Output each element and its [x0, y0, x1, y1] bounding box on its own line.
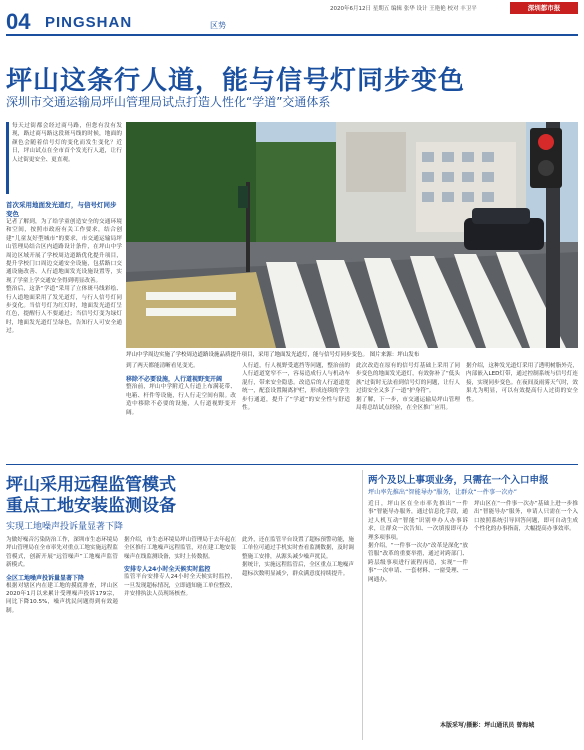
- story1-col3: [242, 362, 350, 412]
- story3-subheadline: 坪山率先推出“智能导办”服务，让群众“一件事一次办”: [368, 489, 517, 496]
- page-number: 04: [6, 9, 31, 34]
- story1-col2: [126, 362, 236, 417]
- story1-col1b-text: 整治后，这条“学道”采用了立体斑马线彩绘、行人道地面采用了发光道灯，与行人信号灯同步变化。当信号灯为红灯时，地面发光道灯呈红色，提醒行人不要通过；当信号灯变为绿灯时，地面发光道灯呈绿色，告知行人可安全通过。: [6, 286, 122, 335]
- story1-subhead-2: 移除不必要设施，人行道视野变开阔: [126, 376, 223, 384]
- section-title-cn: 区势: [210, 21, 226, 30]
- section-divider: [6, 464, 578, 465]
- story1-col4: [356, 362, 460, 412]
- story2-col2b-text: 监管平台安排专人24小时全天候实时监控，一旦发现超标情况，立即通知施工单位整改，并安排执法人员现场核查。: [124, 574, 236, 597]
- story2-headline: [6, 475, 176, 518]
- newspaper-logo: 深圳都市报: [510, 2, 578, 14]
- crosswalk-photo-illustration: [126, 122, 578, 348]
- story3-col3-text: 坪山区在“一件事一次办”基础上进一步推出“智能导办”服务，申请人只需在一个入口按照系统引导回答问题，即可自动生成个性化的办事指南，大幅提高办事效率。: [474, 501, 578, 533]
- story3-headline: 两个及以上事项业务，只需在一个入口申报: [368, 475, 549, 486]
- story1-col4-text: 此次改造在原有的信号灯基础上采用了同步变色的地面发光道灯，有效弥补了“低头族”过街时无法看到信号灯的问题，让行人过街安全又多了一道“护身符”。: [356, 363, 460, 395]
- story1-subhead-1: 首次采用地面发光道灯，与信号灯同步变色: [6, 201, 117, 218]
- story1-lede: [6, 122, 122, 196]
- story1-lede-text: 每天过街都会经过商马路，但您有没有发现，路过商马路这段斑马线的时候，地面的颜色会随着信号灯的变化而发生变化？近日，坪山试点在全市首个发光行人道，让行人过街更安全、更直观。: [12, 123, 122, 163]
- story2-col3: [242, 536, 354, 578]
- story2-headline-line2: 重点工地安装监测设备: [6, 496, 176, 517]
- story2-col2: [124, 536, 236, 598]
- page-header: [0, 0, 584, 40]
- photo-caption: 坪山中学周边实施了学校周边道路设施品质提升项目，采用了地面发光道灯，能与信号灯同步变色。 图片来源：坪山发布: [126, 352, 420, 358]
- issue-line: 2020年6月12日 星期五 编辑 张华 设计 王艳艳 校对 丰卫平: [330, 6, 477, 12]
- section-title-en: PINGSHAN: [45, 14, 133, 31]
- story2-col1: [6, 536, 118, 615]
- story1-col1-text: 记者了解到，为了给学童创造安全的交通环境和空间，按照市政府有关工作要求，结合创建“儿童友好型城市”的要求，市交通运输局坪山管理局结合区内道路设计条件，在坪山中学周边区域开展了学校周边道路优化提升项目，提升学校门口周边交通安全设施，包括路口交通设施改善、人行道地面发光设施设置等，实现了学童上学交通安全得到明显改善。: [6, 219, 122, 284]
- story1-col3-text: 人行道，行人视野受遮挡等问题，整治前的人行道道宽窄不一，容易造成行人与机动车混行，带来安全隐患。改造后的人行道道宽统一，配套设置隔离护栏，形成连续的学生步行通道，提升了“学道”的安全性与舒适性。: [242, 363, 350, 411]
- story1-col5: [466, 362, 578, 404]
- story2-col2-text: 据介绍，市生态环境局坪山管理局于去年起在全区推行工地噪声远程监管，对在建工地安装噪声在线监测设备，实时上传数据。: [124, 537, 236, 560]
- street-crossing-photo: [126, 122, 578, 348]
- story2-col3b-text: 据统计，实施远程监管后，全区重点工地噪声超标次数明显减少，群众满意度持续提升。: [242, 562, 354, 577]
- story3-col1-text: 近日，坪山区在全市率先推出“一件事”智能导办服务，通过信息化手段，通过人机互动“智能”识别申办人办事诉求，让群众一次告知、一次填报即可办理多项事项。: [368, 501, 468, 541]
- story1-headline: 坪山这条行人道，能与信号灯同步变色: [6, 66, 466, 96]
- story1-col1: [6, 200, 122, 335]
- story1-col5-text: 据介绍，这种发光道灯采用了透明树脂外壳，内部嵌入LED灯带，通过控制系统与信号灯连接，实现同步变色。在夜间及雨雾天气时，效果尤为明显，可以有效提高行人过街的安全性。: [466, 363, 578, 403]
- lede-accent-bar: [6, 122, 9, 194]
- story2-subhead-1: 全区工地噪声投诉量显著下降: [6, 574, 85, 582]
- story2-col3-text: 此外，还在监管平台设置了超标预警功能，施工单位可通过手机实时查看监测数据，及时调整施工安排，从源头减少噪声扰民。: [242, 537, 354, 560]
- story3-col2-text: 据介绍，“一件事一次办”改革是深化“放管服”改革的重要举措，通过对跨部门、跨层级事项进行流程再造，实现“一件事”一次申请、一套材料、一窗受理、一网通办。: [368, 542, 468, 583]
- story3-byline: 本版采写/摄影：坪山通讯员 曾海城: [440, 722, 535, 729]
- story2-lede-text: 为做好噪音污染防治工作，深圳市生态环境局坪山管理局在全市率先对重点工地实施远程监管模式，创新开展“远管噪声”工地噪声监管新模式。: [6, 537, 118, 569]
- column-rule: [362, 470, 363, 740]
- story1-col4b-text: 据了解，下一步，市交通运输局坪山管理局将总结试点经验，在全区推广应用。: [356, 396, 460, 411]
- header-rule: [6, 34, 578, 36]
- story2-col1-text: 根据对辖区内在建工地的摸底排查，坪山区2020年1月以来累计受理噪声投诉179宗，同比下降10.5%，噪声扰民问题得到有效遏制。: [6, 582, 118, 614]
- story2-subheadline: 实现工地噪声投诉量显著下降: [6, 522, 124, 532]
- story2-subhead-2: 安排专人24小时全天候实时监控: [124, 566, 211, 574]
- story1-col2b-text: 整治前，坪山中学附近人行道上布满花带、电箱、杆件等设施，行人行走空间有限。改造中移除不必要的设施，人行道视野变开阔。: [126, 384, 236, 416]
- story1-trail-text: 到了两天都能清晰看见变光。: [126, 363, 199, 369]
- story2-headline-line1: 坪山采用远程监管模式: [6, 475, 176, 495]
- story1-subheadline: 深圳市交通运输局坪山管理局试点打造人性化“学道”交通体系: [6, 95, 331, 109]
- story3-col2: [474, 500, 578, 534]
- story3-col1: [368, 500, 468, 584]
